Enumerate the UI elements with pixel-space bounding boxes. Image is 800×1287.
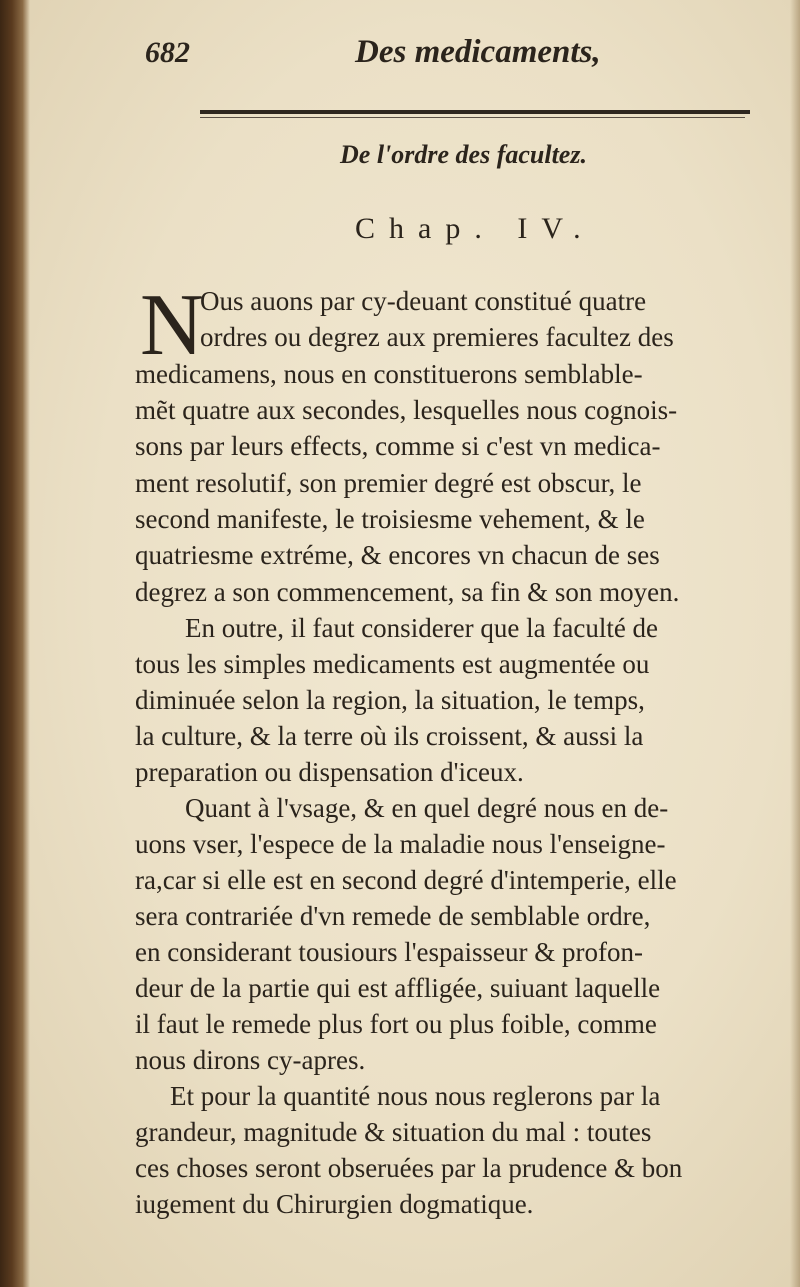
text-line: quatriesme extréme, & encores vn chacun de ses: [135, 540, 660, 570]
text-line: deur de la partie qui est affligée, suiuant laquelle: [135, 973, 661, 1003]
text-line: Ous auons par cy-deuant constitué quatre: [200, 286, 647, 316]
text-line: ordres ou degrez aux premieres facultez des: [200, 322, 674, 352]
text-line: la culture, & la terre où ils croissent, & aussi la: [135, 721, 644, 751]
text-line: medicamens, nous en constituerons semblable-: [135, 359, 643, 389]
running-title: Des medicaments,: [355, 34, 601, 70]
text-line: en considerant tousiours l'espaisseur & profon-: [135, 937, 644, 967]
text-line: uons vser, l'espece de la maladie nous l'enseigne-: [135, 829, 666, 859]
text-line: En outre, il faut considerer que la faculté de: [185, 613, 659, 643]
text-line: nous dirons cy-apres.: [135, 1045, 366, 1075]
text-line: diminuée selon la region, la situation, le temps,: [135, 685, 645, 715]
text-line: grandeur, magnitude & situation du mal : toutes: [135, 1117, 652, 1147]
text-line: Et pour la quantité nous nous reglerons par la: [170, 1081, 661, 1111]
text-line: preparation ou dispensation d'iceux.: [135, 757, 524, 787]
chapter-heading: Chap. IV.: [355, 212, 595, 245]
section-title: De l'ordre des facultez.: [340, 140, 587, 169]
text-line: ces choses seront obseruées par la prudence & bon: [135, 1153, 683, 1183]
text-line: second manifeste, le troisiesme vehement, & le: [135, 504, 645, 534]
text-line: ra,car si elle est en second degré d'intemperie, elle: [135, 865, 677, 895]
text-line: ment resolutif, son premier degré est obscur, le: [135, 468, 642, 498]
text-line: degrez a son commencement, sa fin & son moyen.: [135, 577, 680, 607]
text-line: sera contrariée d'vn remede de semblable ordre,: [135, 901, 651, 931]
text-line: tous les simples medicaments est augmentée ou: [135, 649, 650, 679]
text-line: sons par leurs effects, comme si c'est vn medica-: [135, 431, 661, 461]
page-number: 682: [145, 36, 190, 69]
drop-cap: N: [140, 277, 204, 374]
text-line: il faut le remede plus fort ou plus foible, comme: [135, 1009, 657, 1039]
text-line: mẽt quatre aux secondes, lesquelles nous cognois-: [135, 395, 678, 425]
text-line: iugement du Chirurgien dogmatique.: [135, 1189, 534, 1219]
text-line: Quant à l'vsage, & en quel degré nous en de-: [185, 793, 669, 823]
